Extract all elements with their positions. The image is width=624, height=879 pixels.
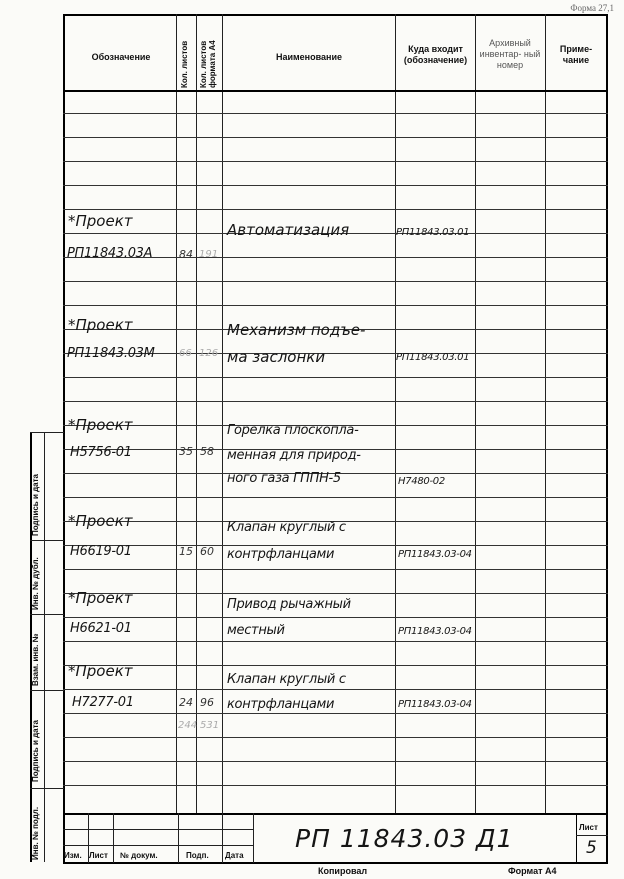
entry-1-where-used: РП11843.03.01 <box>396 227 470 238</box>
stamp-div-1 <box>30 540 64 541</box>
table-row-line <box>63 497 608 498</box>
tb-sheet-col <box>576 813 577 863</box>
entry-6-name-line-2: контрфланцами <box>227 697 335 712</box>
entry-4-prefix: *Проект <box>68 512 133 530</box>
entry-5-name-line-1: Привод рычажный <box>227 597 351 612</box>
header-designation: Обозначение <box>91 52 151 62</box>
table-row-line <box>63 665 608 666</box>
entry-3-designation: Н5756-01 <box>70 445 132 460</box>
header-sheets-count: Кол. листов <box>180 40 189 88</box>
stamp-inv-podl: Инв. № подл. <box>31 806 40 860</box>
table-row-line <box>63 113 608 114</box>
form-label: Форма 27,1 <box>570 3 614 13</box>
entry-4-sheets: 15 <box>179 545 193 558</box>
entry-4-name-line-2: контрфланцами <box>227 547 335 562</box>
stamp-top <box>30 432 64 433</box>
col-sep-1 <box>176 14 177 814</box>
stamp-sign-date-2: Подпись и дата <box>31 474 40 536</box>
stamp-sign-date-1: Подпись и дата <box>31 720 40 782</box>
entry-4-where-used: РП11843.03-04 <box>398 549 472 560</box>
entry-2-sheets-a4: 126 <box>199 348 219 359</box>
entry-6-name-line-1: Клапан круглый с <box>227 672 346 687</box>
table-row-line <box>63 545 608 546</box>
entry-3-name-line-1: Горелка плоскопла- <box>227 423 359 438</box>
table-row-line <box>63 377 608 378</box>
table-row-line <box>63 641 608 642</box>
stamp-div-3 <box>30 690 64 691</box>
entry-1-sheets: 84 <box>179 248 193 261</box>
entry-3-sheets: 35 <box>179 445 193 458</box>
stamp-vzam-inv: Взам. инв. № <box>31 633 40 686</box>
table-row-line <box>63 305 608 306</box>
table-row-line <box>63 617 608 618</box>
entry-5-where-used: РП11843.03-04 <box>398 626 472 637</box>
entry-6-prefix: *Проект <box>68 662 133 680</box>
col-sep-2 <box>196 14 197 814</box>
tb-sign: Подп. <box>186 851 209 860</box>
tb-col-2 <box>113 813 114 863</box>
table-row-line <box>63 281 608 282</box>
footer-format: Формат А4 <box>508 866 557 876</box>
tb-col-3 <box>178 813 179 863</box>
stamp-inv-dubl: Инв. № дубл. <box>31 557 40 610</box>
entry-2-sheets: 66 <box>179 348 192 359</box>
entry-3-where-used: Н7480-02 <box>398 476 445 487</box>
table-row-line <box>63 761 608 762</box>
table-row-line <box>63 185 608 186</box>
table-row-line <box>63 713 608 714</box>
table-row-line <box>63 209 608 210</box>
entry-1-designation: РП11843.03А <box>67 246 153 261</box>
entry-4-name-line-1: Клапан круглый с <box>227 520 346 535</box>
entry-1-prefix: *Проект <box>68 212 133 230</box>
table-row-line <box>63 785 608 786</box>
tb-izm: Изм. <box>64 851 82 860</box>
col-sep-4 <box>395 14 396 814</box>
col-sep-5 <box>475 14 476 814</box>
col-sep-6 <box>545 14 546 814</box>
header-sheets-a4: Кол. листов формата А4 <box>199 40 217 88</box>
entry-6-designation: Н7277-01 <box>72 695 134 710</box>
table-row-line <box>63 737 608 738</box>
document-number: РП 11843.03 Д1 <box>295 824 514 853</box>
entry-4-designation: Н6619-01 <box>70 544 132 559</box>
tb-doc: № докум. <box>120 851 158 860</box>
table-row-line <box>63 569 608 570</box>
total-sheets: 244 <box>178 720 198 731</box>
title-block-row-1 <box>63 829 253 830</box>
entry-2-prefix: *Проект <box>68 316 133 334</box>
table-row-line <box>63 689 608 690</box>
entry-6-sheets: 24 <box>179 696 193 709</box>
total-sheets-a4: 531 <box>200 720 220 731</box>
title-block-top <box>63 813 608 815</box>
stamp-div-4 <box>30 788 64 789</box>
table-row-line <box>63 593 608 594</box>
stamp-inner <box>44 432 45 862</box>
table-row-line <box>63 137 608 138</box>
tb-sheet-label: Лист <box>579 823 598 832</box>
entry-3-name-line-2: менная для природ- <box>227 448 361 463</box>
entry-3-name-line-3: ного газа ГППН-5 <box>227 471 341 486</box>
entry-1-sheets-a4: 191 <box>199 249 219 260</box>
entry-2-name-line-1: Механизм подъе- <box>227 321 366 339</box>
tb-col-5 <box>253 813 254 863</box>
entry-2-where-used: РП11843.03.01 <box>396 352 470 363</box>
tb-sheet-row <box>576 835 608 836</box>
table-row-line <box>63 161 608 162</box>
entry-6-where-used: РП11843.03-04 <box>398 699 472 710</box>
entry-3-prefix: *Проект <box>68 416 133 434</box>
tb-date: Дата <box>225 851 244 860</box>
header-where-used: Куда входит (обозначение) <box>403 44 468 65</box>
entry-4-sheets-a4: 60 <box>200 545 214 558</box>
tb-list: Лист <box>89 851 108 860</box>
tb-sheet-number: 5 <box>586 838 597 858</box>
table-row-line <box>63 401 608 402</box>
title-block-row-2 <box>63 845 253 846</box>
footer-copied: Копировал <box>318 866 368 876</box>
entry-5-prefix: *Проект <box>68 589 133 607</box>
frame-bottom <box>63 862 608 864</box>
entry-1-name-line-1: Автоматизация <box>227 221 350 239</box>
entry-6-sheets-a4: 96 <box>200 696 214 709</box>
entry-5-name-line-2: местный <box>227 623 285 638</box>
col-sep-3 <box>222 14 223 814</box>
header-note: Приме- чание <box>559 44 593 65</box>
stamp-div-2 <box>30 614 64 615</box>
header-bottom <box>63 90 608 92</box>
entry-5-designation: Н6621-01 <box>70 621 132 636</box>
entry-3-sheets-a4: 58 <box>200 445 214 458</box>
entry-2-designation: РП11843.03М <box>67 346 155 361</box>
header-name: Наименование <box>275 52 343 62</box>
header-archive-no: Архивный инвентар- ный номер <box>479 38 541 70</box>
frame-top <box>63 14 608 16</box>
tb-col-4 <box>222 813 223 863</box>
entry-2-name-line-2: ма заслонки <box>227 348 326 366</box>
